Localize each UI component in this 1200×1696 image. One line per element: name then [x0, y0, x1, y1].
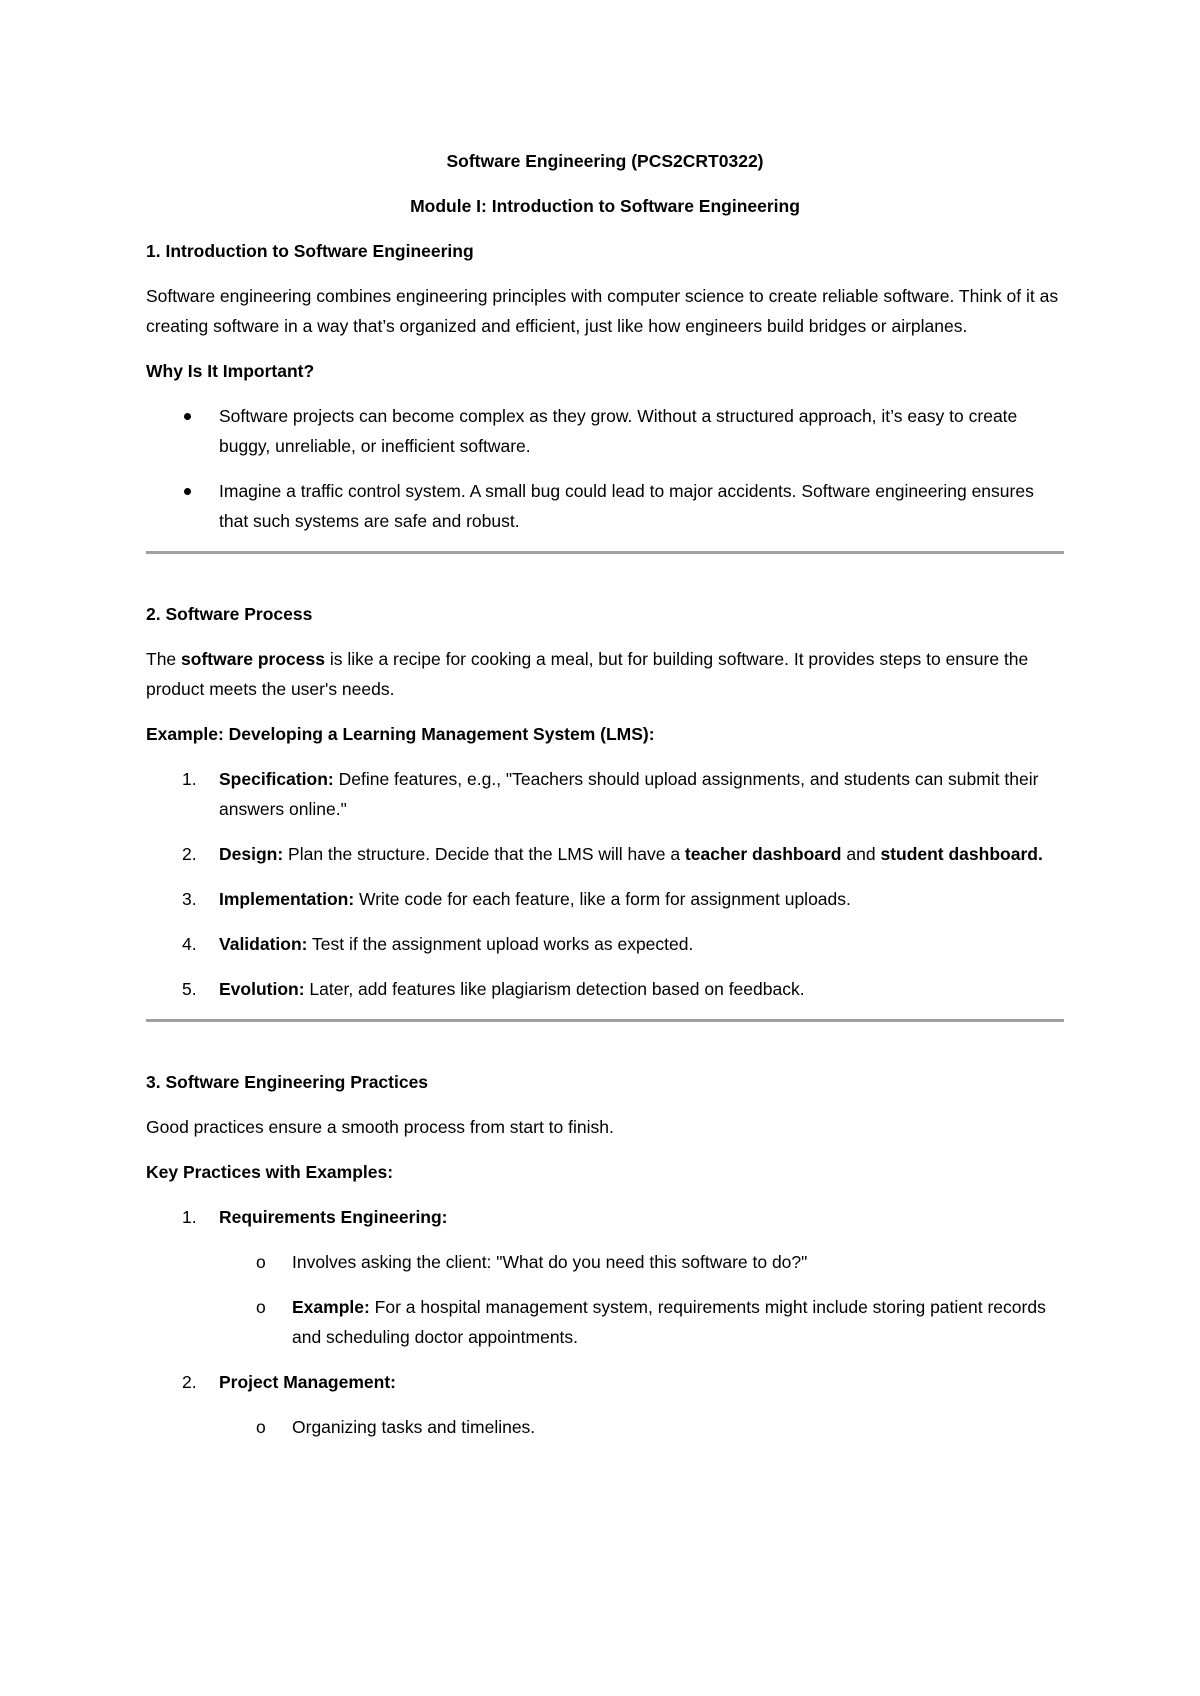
step-text: Test if the assignment upload works as expected. — [307, 934, 694, 954]
practice-sublist — [146, 1412, 1064, 1442]
step-text: Write code for each feature, like a form for assignment uploads. — [354, 889, 851, 909]
module-title: Module I: Introduction to Software Engineering — [410, 196, 800, 216]
step-term: Specification: — [219, 769, 334, 789]
sublist-item — [146, 1247, 1064, 1277]
horizontal-divider — [146, 1019, 1064, 1022]
circle-bullet-icon: o — [256, 1252, 266, 1272]
sublist-item-text: Organizing tasks and timelines. — [292, 1417, 536, 1437]
list-number: 4. — [182, 934, 197, 954]
list-item — [146, 476, 1064, 536]
document-title: Software Engineering (PCS2CRT0322) — [446, 151, 764, 171]
list-number: 2. — [182, 1372, 197, 1392]
circle-bullet-icon: o — [256, 1417, 266, 1437]
step-text: Plan the structure. Decide that the LMS will have a — [283, 844, 685, 864]
section-1-paragraph: Software engineering combines engineering principles with computer science to create reliable software. Think of it as creating software in a way that’s organized and efficient, just like how engineers build bridges or airplanes. — [146, 286, 1059, 336]
practice-sublist — [146, 1247, 1064, 1352]
horizontal-divider — [146, 551, 1064, 554]
step-text: and — [841, 844, 881, 864]
list-item — [146, 1202, 1064, 1232]
list-number: 5. — [182, 979, 197, 999]
importance-list — [146, 401, 1064, 536]
sublist-item-text: Involves asking the client: "What do you need this software to do?" — [292, 1252, 808, 1272]
step-text: Define features, e.g., "Teachers should upload assignments, and students can submit their answers online." — [219, 769, 1039, 819]
list-item — [146, 1367, 1064, 1397]
sublist-item — [146, 1412, 1064, 1442]
paragraph-text: The — [146, 649, 182, 669]
list-number: 1. — [182, 1207, 197, 1227]
list-item — [146, 884, 1064, 914]
list-number: 1. — [182, 769, 197, 789]
list-item-text: Software projects can become complex as they grow. Without a structured approach, it’s easy to create buggy, unreliable, or inefficient software. — [219, 406, 1018, 456]
sublist-item-text: For a hospital management system, requirements might include storing patient records and scheduling doctor appointments. — [292, 1297, 1046, 1347]
step-term: Evolution: — [219, 979, 305, 999]
paragraph-text: is like a recipe for cooking a meal, but for building software. It provides steps to ensure the product meets the user's needs. — [146, 649, 1029, 699]
section-2-heading: 2. Software Process — [146, 604, 313, 624]
list-item-text: Imagine a traffic control system. A small bug could lead to major accidents. Software engineering ensures that such systems are safe and robust. — [219, 481, 1034, 531]
bullet-icon — [184, 413, 191, 420]
section-3-subheading: Key Practices with Examples: — [146, 1162, 394, 1182]
bullet-icon — [184, 488, 191, 495]
bold-term: software process — [181, 649, 325, 669]
practices-list — [146, 1367, 1064, 1397]
section-1-heading: 1. Introduction to Software Engineering — [146, 241, 474, 261]
section-2-subheading: Example: Developing a Learning Management System (LMS): — [146, 724, 655, 744]
bold-term: teacher dashboard — [684, 844, 842, 864]
list-item — [146, 929, 1064, 959]
bold-term: student dashboard. — [880, 844, 1043, 864]
section-3-heading: 3. Software Engineering Practices — [146, 1072, 429, 1092]
step-text: Later, add features like plagiarism detection based on feedback. — [304, 979, 805, 999]
list-item — [146, 839, 1064, 869]
list-item — [146, 401, 1064, 461]
section-1-subheading: Why Is It Important? — [146, 361, 315, 381]
list-number: 2. — [182, 844, 197, 864]
process-steps-list — [146, 764, 1064, 1004]
document-body — [146, 146, 1064, 1457]
step-term: Design: — [219, 844, 284, 864]
list-item — [146, 974, 1064, 1004]
sublist-item — [146, 1292, 1064, 1352]
practice-term: Requirements Engineering: — [219, 1207, 448, 1227]
bold-term: Example: — [292, 1297, 370, 1317]
practices-list — [146, 1202, 1064, 1232]
section-2-paragraph — [146, 644, 1064, 704]
circle-bullet-icon: o — [256, 1297, 266, 1317]
step-term: Implementation: — [219, 889, 355, 909]
list-number: 3. — [182, 889, 197, 909]
list-item — [146, 764, 1064, 824]
step-term: Validation: — [219, 934, 308, 954]
practice-term: Project Management: — [219, 1372, 396, 1392]
section-3-paragraph: Good practices ensure a smooth process from start to finish. — [146, 1117, 614, 1137]
